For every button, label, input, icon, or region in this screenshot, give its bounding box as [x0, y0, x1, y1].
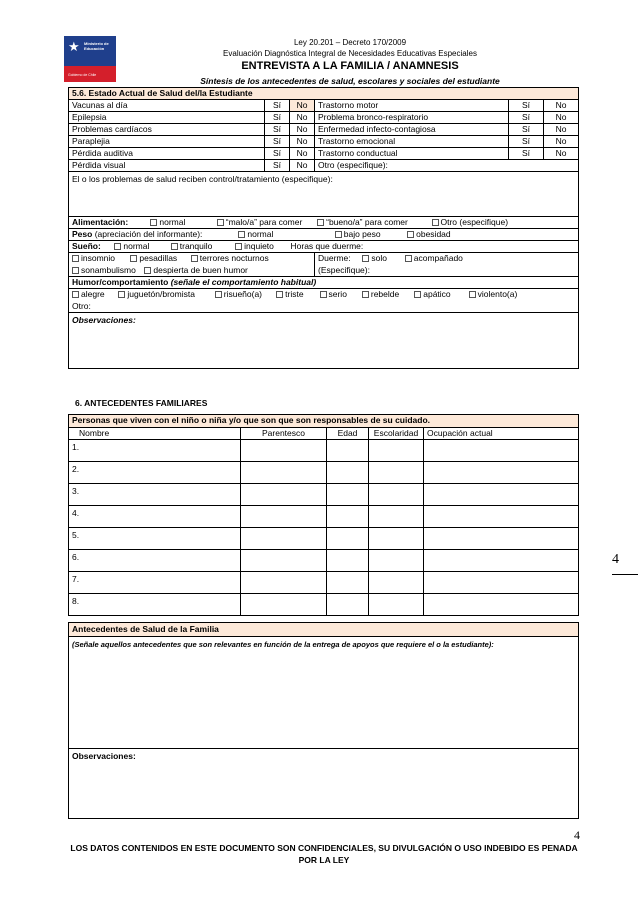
row-number-cell[interactable]: 6.	[69, 550, 241, 572]
page-number: 4	[574, 828, 580, 842]
health-item: Problemas cardíacos	[69, 124, 265, 136]
family-people-title: Personas que viven con el niño o niña y/o que son que son responsables de su cuidado.	[69, 415, 579, 428]
checkbox-icon	[215, 291, 222, 298]
mood-option[interactable]: triste	[276, 289, 317, 300]
no-option[interactable]: No	[290, 160, 315, 172]
table-cell[interactable]	[424, 594, 579, 616]
row-number-cell[interactable]: 4.	[69, 506, 241, 528]
sleep-label: Sueño:	[72, 241, 101, 251]
page-subtitle: Síntesis de los antecedentes de salud, escolares y sociales del estudiante	[200, 76, 500, 86]
table-cell[interactable]	[424, 440, 579, 462]
yes-option[interactable]: Sí	[265, 136, 290, 148]
family-observations-label: Observaciones:	[72, 751, 136, 761]
table-cell[interactable]	[424, 484, 579, 506]
weight-option[interactable]: obesidad	[407, 229, 451, 240]
table-cell[interactable]	[369, 594, 424, 616]
checkbox-icon	[118, 291, 125, 298]
health-item: Enfermedad infecto-contagiosa	[315, 124, 509, 136]
sleep-problems-row	[69, 265, 315, 277]
table-cell[interactable]	[241, 528, 327, 550]
sleep-option[interactable]: inquieto	[235, 241, 288, 252]
checkbox-icon	[72, 267, 79, 274]
confidentiality-footer: LOS DATOS CONTENIDOS EN ESTE DOCUMENTO SON CONFIDENCIALES, SU DIVULGACIÓN O USO INDEBIDO ES PENADA POR LA LEY	[70, 843, 578, 865]
table-cell[interactable]	[424, 528, 579, 550]
yes-option[interactable]: Sí	[509, 100, 544, 112]
table-cell[interactable]	[424, 462, 579, 484]
logo-ministry-text: Ministerio de Educación	[84, 41, 109, 51]
yes-option[interactable]: Sí	[509, 124, 544, 136]
family-health-note: (Señale aquellos antecedentes que son relevantes en función de la entrega de apoyos que requiere el o la estudiante):	[72, 640, 494, 649]
health-row	[69, 136, 579, 148]
mood-option[interactable]: alegre	[72, 289, 116, 300]
health-item: Epilepsia	[69, 112, 265, 124]
table-row	[69, 462, 579, 484]
checkbox-icon	[407, 231, 414, 238]
health-section-title: 5.6. Estado Actual de Salud del/la Estudiante	[69, 88, 579, 100]
weight-option[interactable]: normal	[238, 229, 332, 240]
sleep-problem-option[interactable]: terrores nocturnos	[191, 253, 269, 264]
table-cell[interactable]	[327, 594, 369, 616]
health-item: Pérdida visual	[69, 160, 265, 172]
table-row	[69, 506, 579, 528]
star-icon: ★	[68, 39, 80, 54]
table-cell[interactable]	[241, 506, 327, 528]
no-option[interactable]: No	[290, 124, 315, 136]
checkbox-icon	[362, 255, 369, 262]
health-row	[69, 160, 579, 172]
table-cell[interactable]	[369, 572, 424, 594]
feeding-option[interactable]: normal	[150, 217, 214, 228]
mood-other-field[interactable]: Otro:	[69, 301, 579, 313]
mood-option[interactable]: apático	[414, 289, 466, 300]
feeding-label: Alimentación:	[72, 217, 129, 227]
table-cell[interactable]	[424, 550, 579, 572]
health-item: Vacunas al día	[69, 100, 265, 112]
health-row	[69, 124, 579, 136]
logo-government-text: Gobierno de Chile	[68, 73, 97, 77]
table-cell[interactable]	[327, 484, 369, 506]
family-header-row	[69, 428, 579, 440]
table-cell[interactable]	[424, 506, 579, 528]
yes-option[interactable]: Sí	[509, 148, 544, 160]
no-option[interactable]: No	[290, 148, 315, 160]
table-cell[interactable]	[369, 440, 424, 462]
no-option[interactable]: No	[544, 124, 579, 136]
family-health-table	[68, 622, 579, 819]
side-divider	[612, 574, 638, 575]
weight-note: (apreciación del informante):	[92, 229, 203, 239]
checkbox-icon	[191, 255, 198, 262]
no-option[interactable]: No	[544, 112, 579, 124]
table-cell[interactable]	[241, 572, 327, 594]
header-law: Ley 20.201 – Decreto 170/2009	[293, 38, 407, 47]
checkbox-icon	[335, 231, 342, 238]
health-item: Problema bronco-respiratorio	[315, 112, 509, 124]
feeding-option[interactable]: “malo/a” para comer	[217, 217, 315, 228]
yes-option[interactable]: Sí	[265, 100, 290, 112]
feeding-option[interactable]: Otro (especifique)	[432, 217, 509, 228]
sleep-problem-option[interactable]: sonambulismo	[72, 265, 142, 276]
checkbox-icon	[217, 219, 224, 226]
table-cell[interactable]	[327, 440, 369, 462]
checkbox-icon	[238, 231, 245, 238]
family-health-title: Antecedentes de Salud de la Familia	[69, 623, 579, 637]
table-row	[69, 572, 579, 594]
table-row	[69, 594, 579, 616]
sleep-problems-row	[69, 253, 315, 265]
column-header: Ocupación actual	[424, 428, 579, 440]
checkbox-icon	[171, 243, 178, 250]
checkbox-icon	[72, 291, 79, 298]
checkbox-icon	[317, 219, 324, 226]
table-cell[interactable]	[241, 440, 327, 462]
table-cell[interactable]	[241, 462, 327, 484]
checkbox-icon	[469, 291, 476, 298]
side-page-number: 4	[612, 552, 619, 567]
table-cell[interactable]	[241, 484, 327, 506]
health-status-table	[68, 87, 579, 369]
table-cell[interactable]	[424, 572, 579, 594]
checkbox-icon	[405, 255, 412, 262]
family-observations-field[interactable]	[69, 749, 579, 819]
other-specify-field[interactable]: Otro (especifique):	[315, 160, 579, 172]
feeding-row	[69, 217, 579, 229]
table-cell[interactable]	[327, 550, 369, 572]
column-header: Parentesco	[241, 428, 327, 440]
health-item: Trastorno motor	[315, 100, 509, 112]
row-number-cell[interactable]: 3.	[69, 484, 241, 506]
health-row	[69, 100, 579, 112]
table-cell[interactable]	[369, 528, 424, 550]
checkbox-icon	[432, 219, 439, 226]
health-item: Trastorno emocional	[315, 136, 509, 148]
table-cell[interactable]	[369, 484, 424, 506]
table-row	[69, 528, 579, 550]
mood-option[interactable]: serio	[320, 289, 360, 300]
checkbox-icon	[235, 243, 242, 250]
sleep-row	[69, 241, 579, 253]
health-observations-field[interactable]	[69, 313, 579, 369]
table-cell[interactable]	[369, 506, 424, 528]
no-option[interactable]: No	[290, 136, 315, 148]
checkbox-icon	[320, 291, 327, 298]
family-members-table	[68, 414, 579, 616]
row-number-cell[interactable]: 2.	[69, 462, 241, 484]
yes-option[interactable]: Sí	[265, 112, 290, 124]
row-number-cell[interactable]: 5.	[69, 528, 241, 550]
health-row	[69, 112, 579, 124]
sleeps-option[interactable]: acompañado	[405, 253, 463, 264]
health-item: Paraplejia	[69, 136, 265, 148]
mood-label: Humor/comportamiento	[72, 277, 169, 287]
yes-option[interactable]: Sí	[509, 112, 544, 124]
yes-option[interactable]: Sí	[265, 148, 290, 160]
health-item: Trastorno conductual	[315, 148, 509, 160]
health-item: Pérdida auditiva	[69, 148, 265, 160]
mood-row	[69, 289, 579, 301]
family-health-field[interactable]	[69, 637, 579, 749]
health-observations-label: Observaciones:	[72, 315, 136, 325]
sleep-problem-option[interactable]: despierta de buen humor	[144, 265, 248, 276]
column-header: Edad	[327, 428, 369, 440]
checkbox-icon	[276, 291, 283, 298]
header-evaluation: Evaluación Diagnóstica Integral de Necesidades Educativas Especiales	[223, 49, 477, 58]
family-section-title: 6. ANTECEDENTES FAMILIARES	[75, 398, 208, 408]
weight-row	[69, 229, 579, 241]
table-cell[interactable]	[241, 594, 327, 616]
sleeps-with-row	[315, 253, 579, 265]
sleeps-label: Duerme:	[318, 253, 351, 263]
row-number-cell[interactable]: 8.	[69, 594, 241, 616]
checkbox-icon	[72, 255, 79, 262]
table-row	[69, 440, 579, 462]
no-option[interactable]: No	[544, 100, 579, 112]
no-option[interactable]: No	[544, 148, 579, 160]
sleep-problem-option[interactable]: insomnio	[72, 253, 128, 264]
table-row	[69, 550, 579, 572]
sleep-option[interactable]: normal	[114, 241, 168, 252]
specify-field[interactable]: (Especifique):	[315, 265, 579, 277]
no-option[interactable]: No	[290, 100, 315, 112]
column-header: Nombre	[69, 428, 241, 440]
sleeps-option[interactable]: solo	[362, 253, 402, 264]
checkbox-icon	[144, 267, 151, 274]
table-cell[interactable]	[327, 506, 369, 528]
feeding-option[interactable]: “bueno/a” para comer	[317, 217, 429, 228]
table-row	[69, 484, 579, 506]
control-treatment-label: El o los problemas de salud reciben control/tratamiento (especifique):	[72, 174, 333, 184]
checkbox-icon	[150, 219, 157, 226]
mood-title	[69, 277, 579, 289]
yes-option[interactable]: Sí	[509, 136, 544, 148]
health-row	[69, 148, 579, 160]
row-number-cell[interactable]: 1.	[69, 440, 241, 462]
table-cell[interactable]	[327, 528, 369, 550]
checkbox-icon	[362, 291, 369, 298]
control-treatment-field[interactable]	[69, 172, 579, 217]
table-cell[interactable]	[327, 572, 369, 594]
sleep-hours-field[interactable]: Horas que duerme:	[290, 241, 364, 251]
mood-note: (señale el comportamiento habitual)	[168, 277, 317, 287]
checkbox-icon	[130, 255, 137, 262]
column-header: Escolaridad	[369, 428, 424, 440]
sleep-problem-option[interactable]: pesadillas	[130, 253, 188, 264]
mood-option[interactable]: risueño(a)	[215, 289, 274, 300]
yes-option[interactable]: Sí	[265, 160, 290, 172]
no-option[interactable]: No	[290, 112, 315, 124]
mood-option[interactable]: juguetón/bromista	[118, 289, 212, 300]
page-title: ENTREVISTA A LA FAMILIA / ANAMNESIS	[241, 60, 459, 72]
sleep-option[interactable]: tranquilo	[171, 241, 233, 252]
yes-option[interactable]: Sí	[265, 124, 290, 136]
weight-label: Peso	[72, 229, 93, 239]
table-cell[interactable]	[369, 462, 424, 484]
weight-option[interactable]: bajo peso	[335, 229, 405, 240]
checkbox-icon	[414, 291, 421, 298]
table-cell[interactable]	[327, 462, 369, 484]
checkbox-icon	[114, 243, 121, 250]
mood-option[interactable]: violento(a)	[469, 289, 518, 300]
mood-option[interactable]: rebelde	[362, 289, 412, 300]
row-number-cell[interactable]: 7.	[69, 572, 241, 594]
table-cell[interactable]	[369, 550, 424, 572]
ministry-logo	[64, 36, 116, 82]
no-option[interactable]: No	[544, 136, 579, 148]
table-cell[interactable]	[241, 550, 327, 572]
